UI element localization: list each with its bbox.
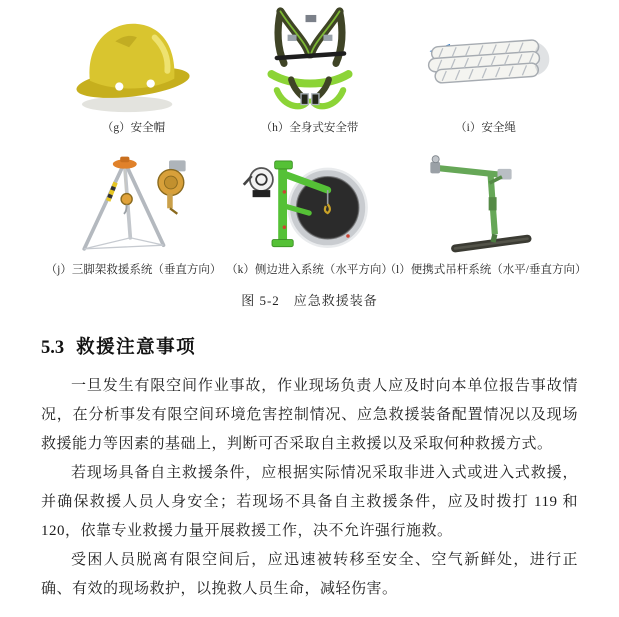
figure-label-i: （i）安全绳 [455,122,516,134]
paragraph-first-aid: 受困人员脱离有限空间后，应迅速被转移至安全、空气新鲜处，进行正确、有效的现场救护，以挽救人员生命，减轻伤害。 [41,552,578,597]
figure-item-davit-system [384,152,587,280]
figure-row-1 [41,6,578,138]
side-entry-image [222,152,398,260]
safety-helmet-image [46,6,222,118]
safety-rope-icon [419,24,553,100]
safety-harness-image [222,6,398,118]
section-heading [41,333,578,359]
figure-label-k: （k）侧边进入系统（水平方向） [226,264,393,276]
figure-item-side-entry-system [222,152,398,280]
section-title: 救援注意事项 [76,336,197,357]
figure-item-tripod-system [46,152,222,280]
paragraph-report-accident: 一旦发生有限空间作业事故，作业现场负责人应及时向本单位报告事故情况，在分析事发有限空间环境危害控制情况、应急救援装备配置情况以及现场救援能力等因素的基础上，判断可否采取自主救援以及采取何种救援方式。 [41,378,578,452]
section-number: 5.3 [41,338,65,358]
safety-rope-image [398,6,574,118]
figure-label-g: （g）安全帽 [101,122,166,134]
side-entry-icon [239,153,381,259]
paragraph-self-rescue-conditions: 若现场具备自主救援条件，应根据实际情况采取非进入式或进入式救援，并确保救援人员人身安全；若现场不具备自主救援条件，应及时拨打 119 和 120，依靠专业救援力量开展救援工作，决不允许强行施救。 [41,465,578,539]
safety-helmet-icon [70,8,198,116]
figure-label-l: （l）便携式吊杆系统（水平/垂直方向） [384,264,587,276]
safety-harness-icon [250,6,370,118]
body-text [41,372,578,604]
davit-system-icon [415,153,557,259]
figure-item-safety-rope [398,6,574,138]
figure-item-safety-helmet [46,6,222,138]
figure-5-2 [41,6,587,309]
figure-label-h: （h）全身式安全带 [260,122,359,134]
figure-caption: 图 5-2 应急救援装备 [241,293,378,308]
figure-label-j: （j）三脚架救援系统（垂直方向） [45,264,222,276]
figure-item-safety-harness [222,6,398,138]
figure-row-2 [41,152,587,280]
davit-system-image [398,152,574,260]
tripod-rescue-image [46,152,222,260]
tripod-rescue-icon [66,153,202,259]
